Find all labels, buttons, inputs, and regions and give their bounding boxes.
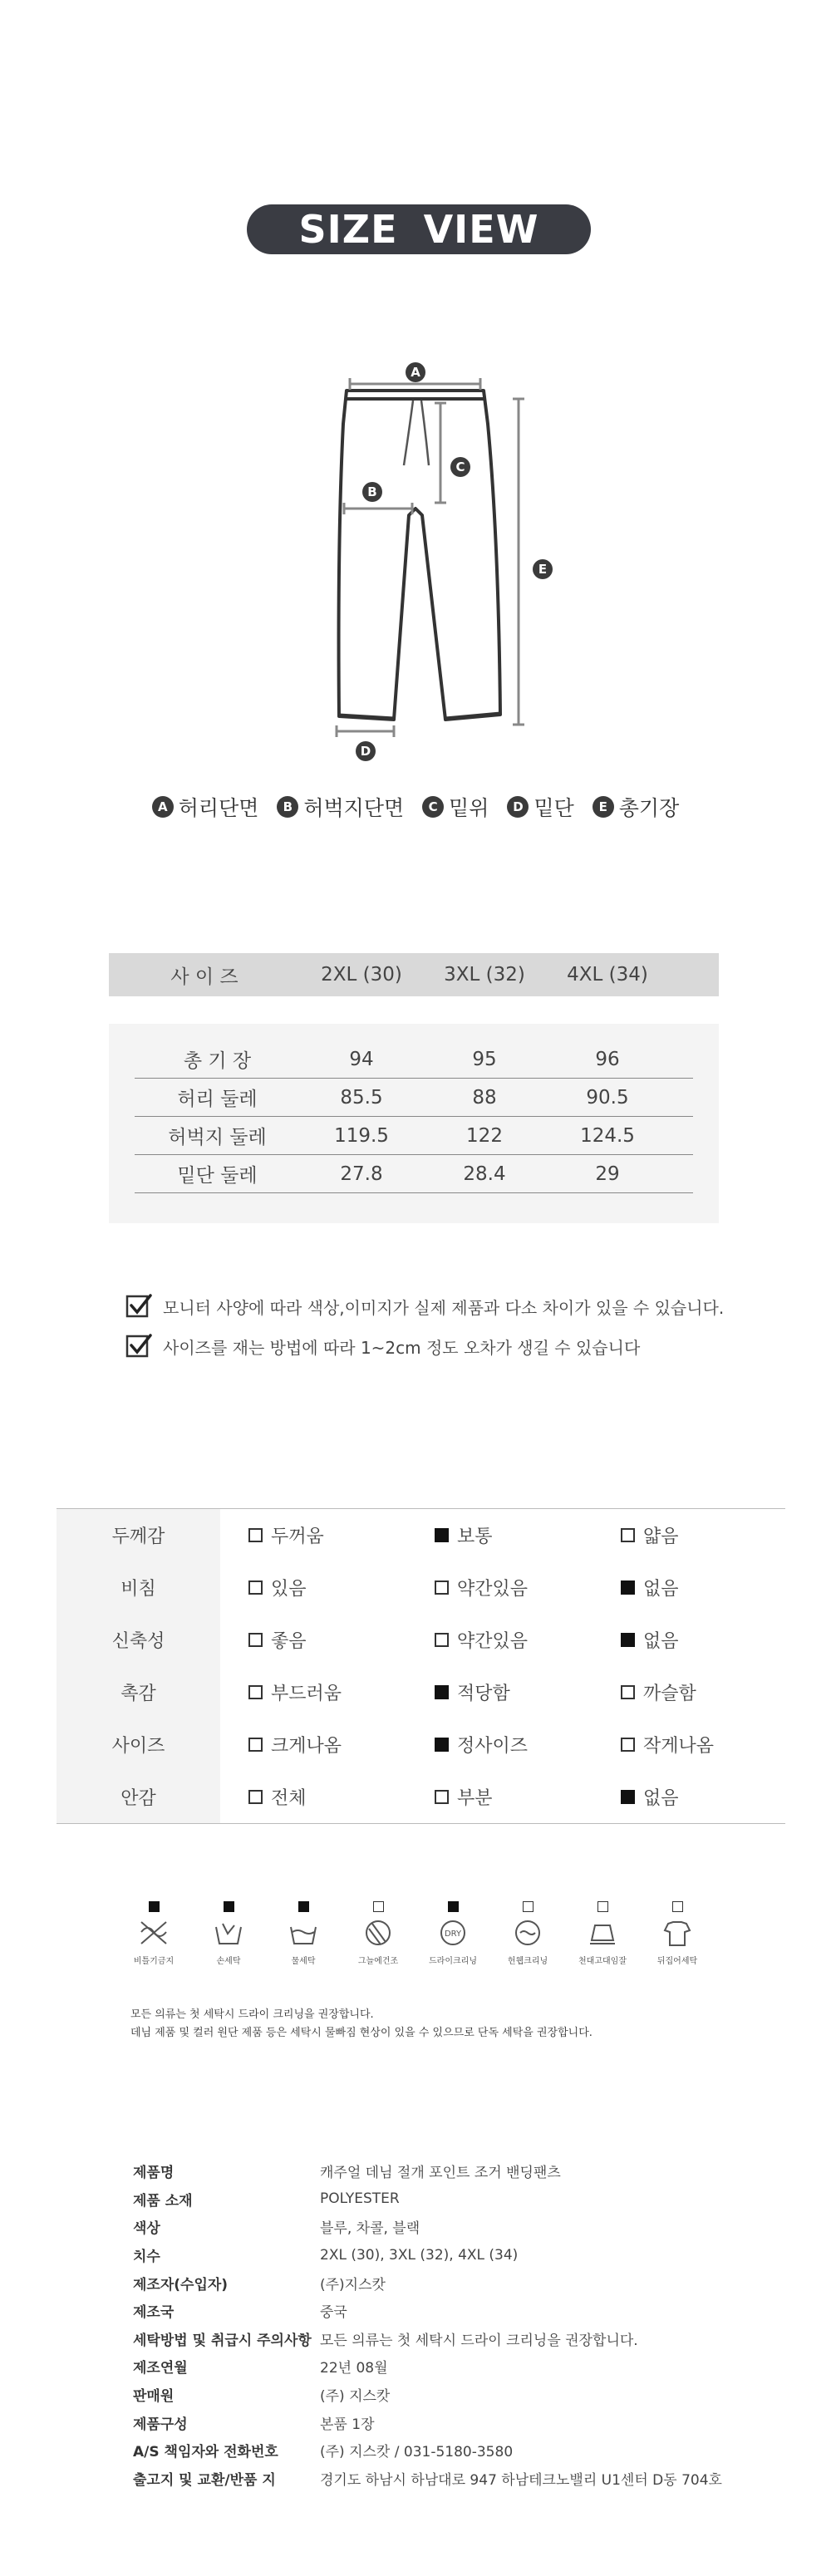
checkbox-empty-icon	[672, 1901, 683, 1912]
iron-icon	[585, 1917, 620, 1949]
checkbox-empty-icon	[597, 1901, 608, 1912]
marker-c: C	[455, 460, 465, 474]
info-row: A/S 책임자와 전화번호 (주) 지스캇 / 031-5180-3580	[133, 2444, 514, 2461]
checkbox-empty-icon	[248, 1528, 263, 1542]
size-row-thigh: 허벅지 둘레 119.5 122 124.5	[135, 1117, 693, 1155]
checkbox-empty-icon	[248, 1633, 263, 1647]
size-header-2xl: 2XL (30)	[321, 964, 402, 986]
checkbox-filled-icon	[621, 1790, 635, 1804]
feel-option: 부드러움	[220, 1679, 406, 1705]
info-row: 제조연월 22년 08월	[133, 2360, 388, 2377]
info-row: 제품명 캐주얼 데님 절개 포인트 조거 밴딩팬츠	[133, 2165, 561, 2182]
wash-item: 헌웹크리닝	[490, 1901, 565, 1966]
legend-item-b: B 허벅지단면	[277, 792, 404, 822]
feel-option: 작게나옴	[593, 1732, 779, 1757]
info-row: 제품구성 본품 1장	[133, 2416, 375, 2433]
wash-item: 물세탁	[266, 1901, 341, 1966]
feel-option: 전체	[220, 1784, 406, 1810]
feel-label: 사이즈	[57, 1718, 220, 1771]
hand-wash-icon	[211, 1917, 246, 1949]
checkbox-empty-icon	[248, 1738, 263, 1752]
checkbox-empty-icon	[435, 1790, 449, 1804]
info-row: 제조자(수입자) (주)지스캇	[133, 2276, 386, 2293]
feel-label: 신축성	[57, 1614, 220, 1666]
wash-notes: 모든 의류는 첫 세탁시 드라이 크리닝을 권장합니다. 데님 제품 및 컬러 원단 제품 등은 세탁시 물빠짐 현상이 있을 수 있으므로 단독 세탁을 권장합니다.	[130, 2008, 593, 2039]
info-row: 치수 2XL (30), 3XL (32), 4XL (34)	[133, 2246, 519, 2266]
size-header-label: 사 이 즈	[170, 966, 238, 988]
size-header-4xl: 4XL (34)	[567, 964, 648, 986]
checkbox-filled-icon	[621, 1633, 635, 1647]
checkbox-empty-icon	[248, 1685, 263, 1699]
marker-a: A	[411, 365, 420, 380]
size-view-title: SIZE VIEW	[247, 204, 591, 254]
feel-row	[57, 1771, 785, 1823]
wash-item: 손세탁	[191, 1901, 266, 1966]
note-item: 모니터 사양에 따라 색상,이미지가 실제 제품과 다소 차이가 있을 수 있습니다.	[125, 1286, 724, 1326]
feel-row	[57, 1561, 785, 1614]
wet-clean-icon	[510, 1917, 545, 1949]
feel-label: 안감	[57, 1771, 220, 1823]
pants-outline	[339, 391, 500, 720]
info-row: 제조국 중국	[133, 2304, 347, 2322]
feel-option: 보통	[406, 1522, 593, 1548]
feel-option: 없음	[593, 1575, 779, 1600]
size-header-3xl: 3XL (32)	[444, 964, 525, 986]
legend-item-a: A 허리단면	[152, 792, 259, 822]
feel-option: 적당함	[406, 1679, 593, 1705]
feel-option: 두꺼움	[220, 1522, 406, 1548]
checkbox-empty-icon	[373, 1901, 384, 1912]
checkbox-filled-icon	[435, 1685, 449, 1699]
checkbox-empty-icon	[523, 1901, 534, 1912]
size-table-header	[109, 953, 719, 996]
feel-row	[57, 1718, 785, 1771]
checkbox-empty-icon	[248, 1790, 263, 1804]
wash-item: DRY 드라이크리닝	[416, 1901, 490, 1966]
feel-option: 얇음	[593, 1522, 779, 1548]
size-row-waist: 허리 둘레 85.5 88 90.5	[135, 1079, 693, 1117]
marker-b: B	[367, 484, 377, 499]
size-table-body	[109, 1024, 719, 1223]
info-row: 세탁방법 및 취급시 주의사항 모든 의류는 첫 세탁시 드라이 크리닝을 권장합니다.	[133, 2332, 638, 2349]
feel-option: 까슬함	[593, 1679, 779, 1705]
feel-option: 약간있음	[406, 1575, 593, 1600]
wash-item: 뒤집어세탁	[640, 1901, 715, 1966]
inside-out-icon	[660, 1917, 695, 1949]
notes	[125, 1286, 724, 1366]
marker-d: D	[360, 744, 371, 759]
feel-option: 부분	[406, 1784, 593, 1810]
legend-item-e: E 총기장	[593, 792, 679, 822]
note-item: 사이즈를 재는 방법에 따라 1~2cm 정도 오차가 생길 수 있습니다	[125, 1326, 724, 1366]
info-row: 제품 소재 POLYESTER	[133, 2190, 400, 2210]
checkbox-empty-icon	[435, 1633, 449, 1647]
feel-option: 좋음	[220, 1627, 406, 1653]
svg-text:DRY: DRY	[444, 1930, 462, 1939]
feel-row	[57, 1666, 785, 1718]
measurement-legend	[0, 792, 831, 822]
checkbox-empty-icon	[621, 1685, 635, 1699]
checkbox-empty-icon	[621, 1738, 635, 1752]
checkbox-filled-icon	[149, 1901, 160, 1912]
legend-item-c: C 밑위	[422, 792, 489, 822]
checkbox-filled-icon	[448, 1901, 459, 1912]
checkbox-checked-icon	[125, 1292, 153, 1320]
feel-label: 비침	[57, 1561, 220, 1614]
feel-option: 크게나옴	[220, 1732, 406, 1757]
wash-item: 비틀기금지	[116, 1901, 191, 1966]
checkbox-checked-icon	[125, 1332, 153, 1360]
dry-clean-icon	[435, 1917, 470, 1949]
feel-option: 약간있음	[406, 1627, 593, 1653]
checkbox-filled-icon	[298, 1901, 309, 1912]
checkbox-filled-icon	[435, 1528, 449, 1542]
no-wring-icon	[136, 1917, 171, 1949]
feel-row	[57, 1614, 785, 1666]
size-row-length: 총 기 장 94 95 96	[135, 1040, 693, 1079]
info-row: 색상 블루, 차콜, 블랙	[133, 2220, 420, 2238]
feel-label: 두께감	[57, 1509, 220, 1561]
size-row-hem: 밑단 둘레 27.8 28.4 29	[135, 1155, 693, 1193]
feel-option: 정사이즈	[406, 1732, 593, 1757]
checkbox-filled-icon	[435, 1738, 449, 1752]
feel-option: 있음	[220, 1575, 406, 1600]
legend-item-d: D 밑단	[507, 792, 573, 822]
pants-diagram	[0, 0, 831, 789]
feel-option: 없음	[593, 1784, 779, 1810]
checkbox-filled-icon	[621, 1581, 635, 1595]
product-info	[133, 2157, 722, 2492]
shade-dry-icon	[361, 1917, 396, 1949]
info-row: 출고지 및 교환/반품 지 경기도 하남시 하남대로 947 하남테크노밸리 U1센터 D동 704호	[133, 2471, 722, 2489]
feel-row	[57, 1509, 785, 1561]
info-row: 판매원 (주) 지스캇	[133, 2388, 391, 2406]
checkbox-empty-icon	[248, 1581, 263, 1595]
washing-instructions	[116, 1901, 715, 1966]
fabric-feel-table	[57, 1508, 785, 1824]
wash-item: 천대고대임잘	[565, 1901, 640, 1966]
feel-label: 촉감	[57, 1666, 220, 1718]
checkbox-filled-icon	[224, 1901, 234, 1912]
water-wash-icon	[286, 1917, 321, 1949]
feel-option: 없음	[593, 1627, 779, 1653]
checkbox-empty-icon	[435, 1581, 449, 1595]
marker-e: E	[538, 562, 548, 577]
wash-item: 그늘에건조	[341, 1901, 416, 1966]
checkbox-empty-icon	[621, 1528, 635, 1542]
